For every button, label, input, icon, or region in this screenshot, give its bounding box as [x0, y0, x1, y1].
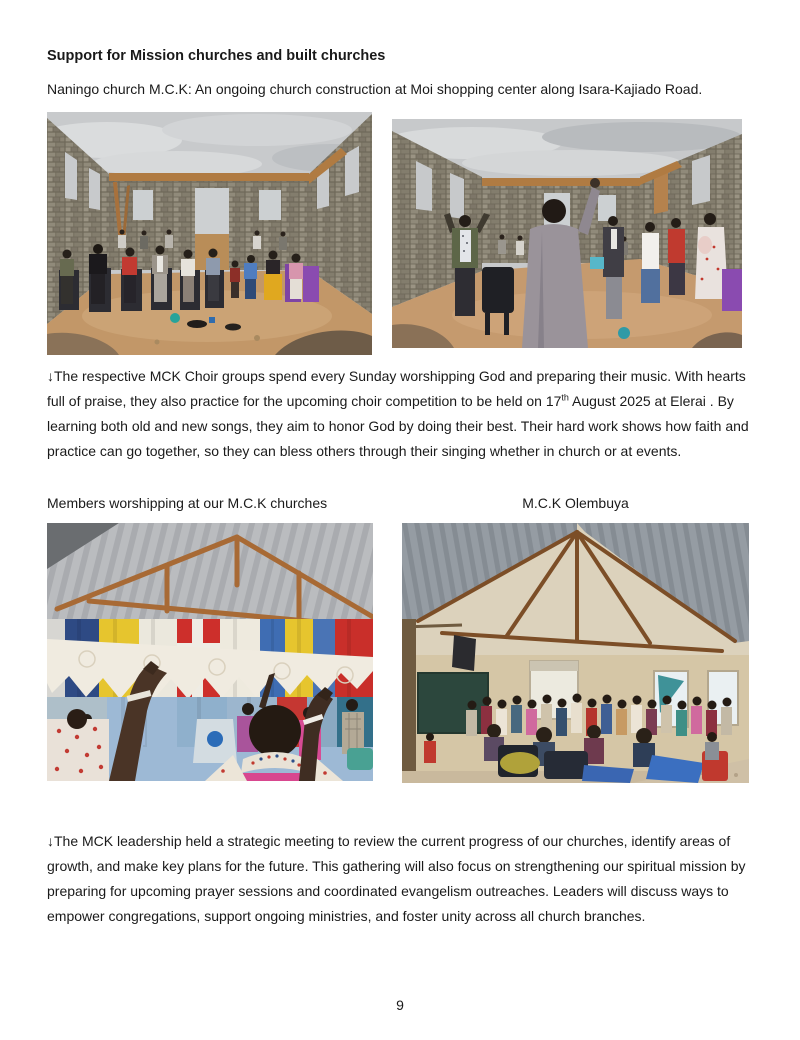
- choir-paragraph: [47, 364, 753, 464]
- leadership-paragraph: ↓The MCK leadership held a strategic meeting to review the current progress of our churches, identify areas of growth, and make key plans for the future. This gathering will also focus on strengthening our spiritual mission by preparing for upcoming prayer sessions and coordinated evangelism outreaches. Leaders will discuss ways to empower congregations, support ongoing ministries, and foster unity across all church branches.: [47, 833, 746, 924]
- photo-construction-left-image: [47, 112, 372, 355]
- superscript-th: th: [561, 392, 569, 403]
- section-heading: Support for Mission churches and built churches: [47, 48, 386, 64]
- photo-construction-right: [392, 119, 742, 348]
- caption-members-worshipping: Members worshipping at our M.C.K churches: [47, 495, 328, 511]
- photo-worship-right: [402, 523, 749, 783]
- photo-worship-right-image: [402, 523, 749, 783]
- photo-row-worship: [47, 523, 749, 783]
- caption-mck-olembuya: M.C.K Olembuya: [522, 495, 629, 511]
- choir-paragraph-text-after: August 2025 at Elerai . By learning both old and new songs, they aim to honor God by doing their best. Their hard work shows how faith and practice can go together, so they can bless others through their singing whether in church or at events.: [47, 393, 749, 459]
- photo-row-construction: [47, 112, 742, 355]
- photo-construction-right-image: [392, 119, 742, 348]
- photo-construction-left: [47, 112, 372, 355]
- page-number: 9: [396, 997, 404, 1013]
- photo-worship-left: [47, 523, 373, 781]
- photo-captions-row: [47, 491, 749, 516]
- choir-paragraph-text: ↓The respective MCK Choir groups spend every Sunday worshipping God and preparing their music. With hearts full of praise, they also practice for the upcoming choir competition to be held on 17: [47, 368, 746, 409]
- intro-paragraph: Naningo church M.C.K: An ongoing church construction at Moi shopping center along Isara-Kajiado Road.: [47, 81, 703, 97]
- photo-worship-left-image: [47, 523, 373, 781]
